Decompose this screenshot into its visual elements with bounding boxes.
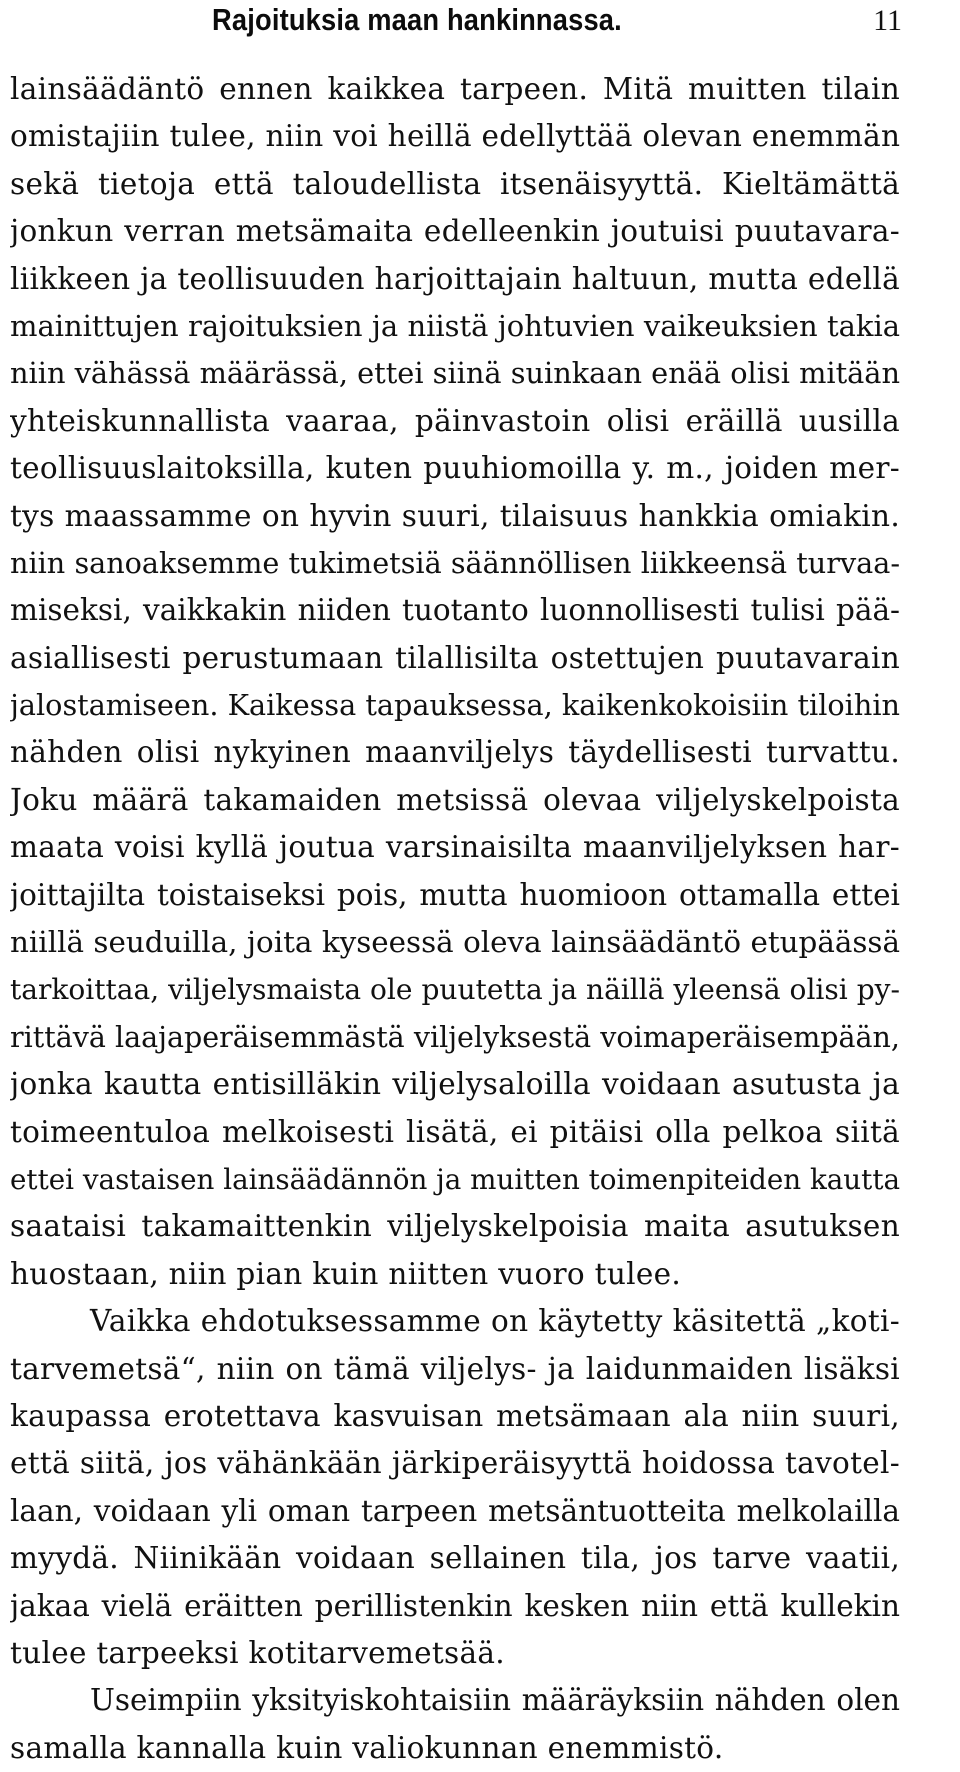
- text-line: miseksi, vaikkakin niiden tuotanto luonnollisesti tulisi pää-: [10, 593, 900, 628]
- text-line: maata voisi kyllä joutua varsinaisilta maanviljelyksen har-: [10, 830, 900, 865]
- text-line: nähden olisi nykyinen maanviljelys täydellisesti turvattu.: [10, 735, 900, 770]
- text-line: Useimpiin yksityiskohtaisiin määräyksiin nähden olen: [90, 1683, 900, 1718]
- text-line: sekä tietoja että taloudellista itsenäisyyttä. Kieltämättä: [10, 166, 900, 201]
- text-line: saataisi takamaittenkin viljelyskelpoisia maita asutuksen: [10, 1209, 900, 1244]
- text-line: asiallisesti perustumaan tilallisilta ostettujen puutavarain: [10, 640, 900, 675]
- text-line: rittävä laajaperäisemmästä viljelyksestä voimaperäisempään,: [10, 1020, 900, 1054]
- body-text: [10, 66, 900, 1772]
- text-line: että siitä, jos vähänkään järkiperäisyyttä hoidossa tavotel-: [10, 1446, 900, 1481]
- text-line: myydä. Niinikään voidaan sellainen tila, jos tarve vaatii,: [10, 1541, 900, 1576]
- text-line: niin vähässä määrässä, ettei siinä suinkaan enää olisi mitään: [10, 356, 900, 391]
- text-line: jonka kautta entisilläkin viljelysaloilla voidaan asutusta ja: [10, 1067, 900, 1102]
- text-line: niillä seuduilla, joita kyseessä oleva lainsäädäntö etupäässä: [10, 925, 900, 960]
- text-line: liikkeen ja teollisuuden harjoittajain haltuun, mutta edellä: [10, 261, 900, 296]
- text-line: laan, voidaan yli oman tarpeen metsäntuotteita melkolailla: [10, 1493, 900, 1528]
- page-number: 11: [873, 4, 902, 37]
- text-line: jakaa vielä eräitten perillistenkin kesken niin että kullekin: [10, 1588, 900, 1623]
- page-header-title: Rajoituksia maan hankinnassa.: [212, 2, 622, 37]
- text-line: yhteiskunnallista vaaraa, päinvastoin olisi eräillä uusilla: [10, 403, 900, 438]
- text-line: tarkoittaa, viljelysmaista ole puutetta ja näillä yleensä olisi py-: [10, 973, 900, 1007]
- text-line: tarvemetsä“, niin on tämä viljelys- ja laidunmaiden lisäksi: [10, 1351, 900, 1386]
- text-line: huostaan, niin pian kuin niitten vuoro tulee.: [10, 1256, 682, 1291]
- text-line: Vaikka ehdotuksessamme on käytetty käsitettä „koti-: [90, 1304, 900, 1339]
- text-line: omistajiin tulee, niin voi heillä edellyttää olevan enemmän: [10, 119, 900, 154]
- text-line: lainsäädäntö ennen kaikkea tarpeen. Mitä muitten tilain: [10, 72, 900, 106]
- text-line: ettei vastaisen lainsäädännön ja muitten toimenpiteiden kautta: [10, 1162, 900, 1196]
- text-line: jalostamiseen. Kaikessa tapauksessa, kaikenkokoisiin tiloihin: [10, 688, 900, 723]
- text-line: samalla kannalla kuin valiokunnan enemmistö.: [10, 1730, 724, 1765]
- text-line: tulee tarpeeksi kotitarvemetsää.: [10, 1635, 505, 1670]
- text-line: teollisuuslaitoksilla, kuten puuhiomoilla y. m., joiden mer-: [10, 451, 900, 486]
- text-line: tys maassamme on hyvin suuri, tilaisuus hankkia omiakin.: [10, 498, 900, 533]
- text-line: Joku määrä takamaiden metsissä olevaa viljelyskelpoista: [10, 782, 900, 817]
- text-line: toimeentuloa melkoisesti lisätä, ei pitäisi olla pelkoa siitä: [10, 1114, 900, 1149]
- text-line: jonkun verran metsämaita edelleenkin joutuisi puutavara-: [10, 214, 900, 249]
- text-line: kaupassa erotettava kasvuisan metsämaan ala niin suuri,: [10, 1398, 900, 1433]
- text-line: mainittujen rajoituksien ja niistä johtuvien vaikeuksien takia: [10, 308, 900, 343]
- text-line: niin sanoaksemme tukimetsiä säännöllisen liikkeensä turvaa-: [10, 545, 900, 580]
- running-header: [0, 2, 960, 44]
- text-line: joittajilta toistaiseksi pois, mutta huomioon ottamalla ettei: [10, 877, 900, 912]
